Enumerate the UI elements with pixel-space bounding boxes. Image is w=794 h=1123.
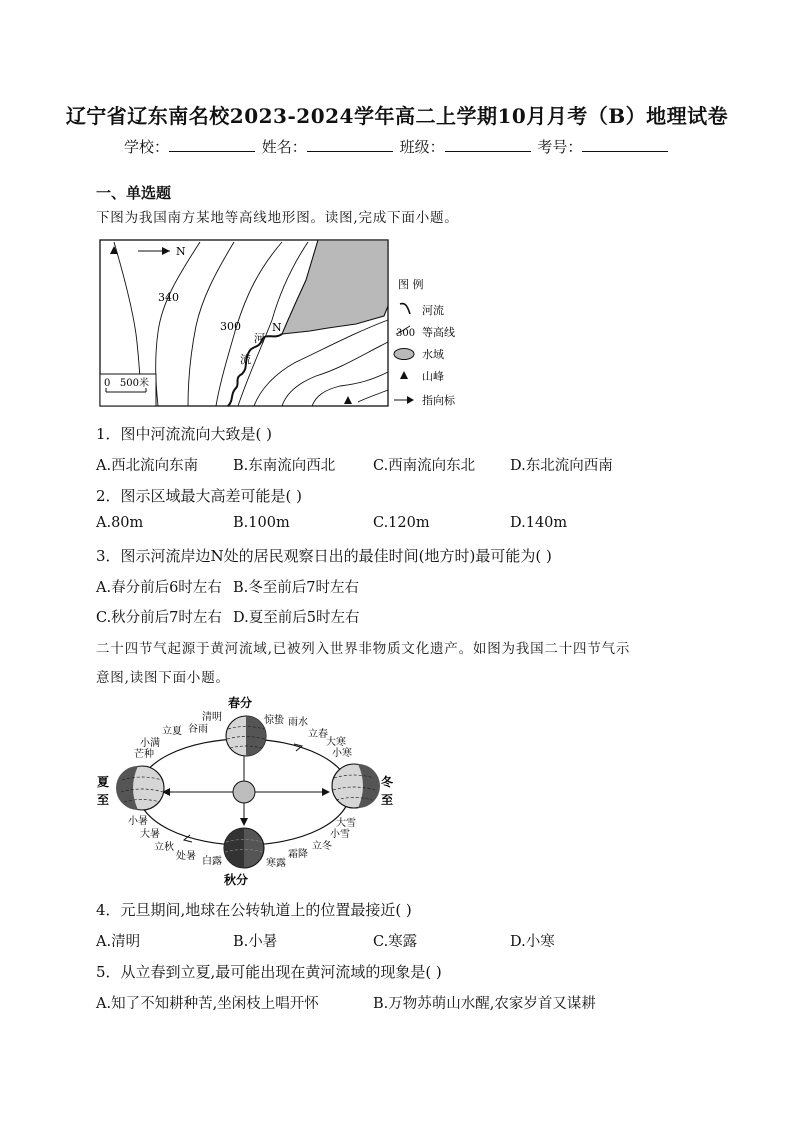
name-label: 姓名： [261, 138, 307, 156]
label-autumn: 秋分 [224, 873, 249, 887]
q2-option-c[interactable]: C.120m [373, 515, 430, 531]
label-summer-1: 夏 [97, 775, 110, 789]
legend-contour: 等高线 [422, 326, 455, 339]
section-heading: 一、单选题 [96, 184, 172, 202]
number-label: 考号： [537, 138, 583, 156]
q2-option-a[interactable]: A.80m [96, 515, 144, 531]
solar-terms-diagram [96, 694, 406, 890]
intro-text-2-line2: 意图,读图下面小题。 [96, 670, 230, 686]
q4-option-d[interactable]: D.小寒 [510, 934, 555, 950]
q3-option-d[interactable]: D.夏至前后5时左右 [233, 610, 360, 626]
q1-option-a[interactable]: A.西北流向东南 [96, 458, 199, 474]
label-xiaoshu: 小暑 [128, 816, 148, 827]
label-winter-2: 至 [381, 793, 394, 807]
earth-winter [332, 764, 380, 808]
q1-option-d[interactable]: D.东北流向西南 [510, 458, 613, 474]
q4-option-a[interactable]: A.清明 [96, 934, 141, 950]
legend-contour-num: 300 [396, 328, 416, 339]
q1-option-b[interactable]: B.东南流向西北 [233, 458, 336, 474]
label-summer-2: 至 [97, 793, 110, 807]
number-blank [582, 137, 668, 152]
label-lidong: 立冬 [312, 841, 332, 852]
class-blank [445, 137, 531, 152]
label-hanlu: 寒露 [266, 858, 286, 869]
question-3: 3．图示河流岸边N处的居民观察日出的最佳时间(地方时)最可能为( ) [96, 547, 552, 565]
q4-option-b[interactable]: B.小暑 [233, 934, 278, 950]
school-label: 学校： [124, 138, 170, 156]
question-5: 5．从立春到立夏,最可能出现在黄河流域的现象是( ) [96, 963, 442, 981]
point-n-label: N [272, 321, 282, 334]
q5-option-b[interactable]: B.万物苏萌山水醒,农家岁首又谋耕 [373, 996, 596, 1012]
label-chushu: 处暑 [176, 851, 196, 862]
q3-option-a[interactable]: A.春分前后6时左右 [96, 580, 222, 596]
north-label: N [176, 245, 186, 258]
legend-arrow-icon [407, 396, 414, 404]
contour-label-300: 300 [220, 320, 241, 333]
label-xiaoman: 小满 [140, 738, 160, 749]
q3-option-b[interactable]: B.冬至前后7时左右 [233, 580, 359, 596]
legend-arrow: 指向标 [422, 394, 455, 407]
label-xiaoxue: 小雪 [330, 829, 350, 840]
label-lichun: 立春 [308, 729, 328, 740]
label-dashu: 大暑 [140, 829, 160, 840]
school-blank [169, 137, 255, 152]
class-label: 班级： [399, 138, 445, 156]
q2-option-b[interactable]: B.100m [233, 515, 290, 531]
contour-map [96, 236, 476, 412]
scale-label: 0 500米 [104, 378, 149, 389]
intro-text-1: 下图为我国南方某地等高线地形图。读图,完成下面小题。 [96, 210, 459, 226]
label-yushui: 雨水 [288, 717, 308, 728]
river-label-char1: 河 [254, 332, 265, 345]
intro-text-2-line1: 二十四节气起源于黄河流域,已被列入世界非物质文化遗产。如图为我国二十四节气示 [96, 641, 631, 657]
question-4: 4．元旦期间,地球在公转轨道上的位置最接近( ) [96, 901, 412, 919]
label-daxue: 大雪 [336, 818, 356, 829]
earth-spring [226, 716, 266, 756]
q2-option-d[interactable]: D.140m [510, 515, 568, 531]
label-qingming: 清明 [202, 712, 222, 723]
q5-option-a[interactable]: A.知了不知耕种苦,坐闲枝上唱开怀 [96, 996, 319, 1012]
river-label-char2: 流 [240, 353, 251, 366]
legend-river: 河流 [422, 304, 444, 317]
label-xiaohan: 小寒 [332, 748, 352, 759]
label-lixia: 立夏 [162, 726, 182, 737]
label-liqiu: 立秋 [154, 842, 174, 853]
legend-peak: 山峰 [422, 370, 444, 383]
label-jingzhe: 惊蛰 [264, 715, 284, 726]
label-winter-1: 冬 [381, 775, 394, 789]
legend-water-icon [394, 349, 414, 360]
label-dahan: 大寒 [326, 737, 346, 748]
earth-summer [116, 766, 164, 810]
contour-label-340: 340 [158, 291, 179, 304]
name-blank [307, 137, 393, 152]
q1-option-c[interactable]: C.西南流向东北 [373, 458, 476, 474]
label-spring: 春分 [228, 696, 253, 710]
q4-option-c[interactable]: C.寒露 [373, 934, 418, 950]
sun [233, 781, 255, 803]
legend-peak-icon [400, 371, 408, 379]
student-info-line [124, 136, 670, 157]
exam-title: 辽宁省辽东南名校2023-2024学年高二上学期10月月考（B）地理试卷 [65, 104, 729, 128]
legend-water: 水域 [422, 348, 444, 361]
question-2: 2．图示区域最大高差可能是( ) [96, 487, 303, 505]
label-shuangjiang: 霜降 [288, 849, 308, 860]
label-bailu: 白露 [202, 856, 222, 867]
earth-autumn [224, 828, 264, 868]
legend-river-icon [400, 304, 410, 314]
label-guyu: 谷雨 [188, 724, 208, 735]
legend-title: 图 例 [398, 278, 424, 291]
question-1: 1．图中河流流向大致是( ) [96, 425, 273, 443]
q3-option-c[interactable]: C.秋分前后7时左右 [96, 610, 222, 626]
label-mangzhong: 芒种 [134, 749, 154, 760]
